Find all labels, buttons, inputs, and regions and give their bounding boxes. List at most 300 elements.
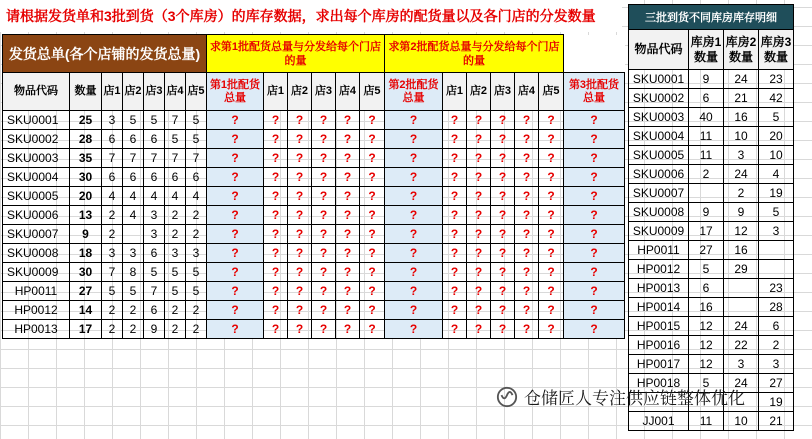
batch1-store-cell[interactable]: ?: [264, 282, 288, 301]
batch2-store-cell[interactable]: ?: [467, 111, 491, 130]
inv-item-code-cell[interactable]: HP0011: [629, 241, 689, 260]
store-qty-cell[interactable]: 7: [165, 111, 186, 130]
batch2-store-cell[interactable]: ?: [539, 111, 564, 130]
inv-warehouse-cell[interactable]: 21: [759, 412, 794, 431]
store-qty-cell[interactable]: 2: [186, 301, 207, 320]
inv-warehouse-cell[interactable]: 5: [759, 108, 794, 127]
batch2-store-cell[interactable]: ?: [515, 187, 539, 206]
inv-warehouse-cell[interactable]: 22: [724, 336, 759, 355]
batch3-total-cell[interactable]: ?: [564, 130, 625, 149]
batch1-store-cell[interactable]: ?: [312, 244, 336, 263]
batch1-store-cell[interactable]: ?: [264, 187, 288, 206]
inv-warehouse-cell[interactable]: 16: [724, 108, 759, 127]
inv-item-code-cell[interactable]: SKU0005: [629, 146, 689, 165]
inv-warehouse-cell[interactable]: 10: [759, 146, 794, 165]
store-qty-cell[interactable]: 5: [102, 282, 123, 301]
batch1-store-cell[interactable]: ?: [336, 187, 360, 206]
batch1-store-cell[interactable]: ?: [264, 168, 288, 187]
inv-warehouse-cell[interactable]: 20: [759, 127, 794, 146]
batch2-store-cell[interactable]: ?: [443, 225, 467, 244]
batch3-total-cell[interactable]: ?: [564, 168, 625, 187]
inv-warehouse-cell[interactable]: 3: [724, 355, 759, 374]
store-qty-cell[interactable]: 3: [102, 244, 123, 263]
batch1-store-cell[interactable]: ?: [312, 149, 336, 168]
inv-warehouse-cell[interactable]: 27: [759, 374, 794, 393]
store-qty-cell[interactable]: 7: [165, 149, 186, 168]
item-code-cell[interactable]: SKU0005: [3, 187, 70, 206]
batch1-store-cell[interactable]: ?: [264, 263, 288, 282]
batch1-store-cell[interactable]: ?: [288, 149, 312, 168]
batch2-store-cell[interactable]: ?: [443, 244, 467, 263]
inv-warehouse-cell[interactable]: 6: [689, 89, 724, 108]
batch2-store-cell[interactable]: ?: [467, 320, 491, 339]
store-qty-cell[interactable]: 5: [186, 282, 207, 301]
inv-warehouse-cell[interactable]: 11: [689, 146, 724, 165]
quantity-cell[interactable]: 25: [70, 111, 102, 130]
batch3-total-cell[interactable]: ?: [564, 282, 625, 301]
batch2-store-cell[interactable]: ?: [515, 130, 539, 149]
batch2-store-cell[interactable]: ?: [491, 301, 515, 320]
batch1-store-cell[interactable]: ?: [312, 282, 336, 301]
batch1-store-cell[interactable]: ?: [312, 206, 336, 225]
batch1-store-cell[interactable]: ?: [264, 225, 288, 244]
quantity-cell[interactable]: 20: [70, 187, 102, 206]
batch1-total-cell[interactable]: ?: [207, 168, 264, 187]
batch1-store-cell[interactable]: ?: [264, 244, 288, 263]
batch1-store-cell[interactable]: ?: [336, 301, 360, 320]
inv-warehouse-cell[interactable]: 9: [689, 203, 724, 222]
inv-warehouse-cell[interactable]: 5: [689, 260, 724, 279]
batch2-store-cell[interactable]: ?: [515, 282, 539, 301]
batch1-store-cell[interactable]: ?: [312, 168, 336, 187]
store-qty-cell[interactable]: 6: [102, 130, 123, 149]
inv-item-code-cell[interactable]: HP0013: [629, 279, 689, 298]
inv-warehouse-cell[interactable]: 2: [689, 165, 724, 184]
quantity-cell[interactable]: 28: [70, 130, 102, 149]
inv-warehouse-cell[interactable]: 29: [724, 260, 759, 279]
store-qty-cell[interactable]: 4: [186, 187, 207, 206]
store-qty-cell[interactable]: 6: [102, 168, 123, 187]
batch3-total-cell[interactable]: ?: [564, 149, 625, 168]
inv-item-code-cell[interactable]: SKU0006: [629, 165, 689, 184]
inv-warehouse-cell[interactable]: 3: [724, 146, 759, 165]
batch2-total-cell[interactable]: ?: [385, 320, 443, 339]
item-code-cell[interactable]: HP0012: [3, 301, 70, 320]
item-code-cell[interactable]: SKU0007: [3, 225, 70, 244]
inv-warehouse-cell[interactable]: 12: [689, 355, 724, 374]
batch1-total-cell[interactable]: ?: [207, 149, 264, 168]
inv-warehouse-cell[interactable]: [724, 279, 759, 298]
batch1-total-cell[interactable]: ?: [207, 206, 264, 225]
batch2-store-cell[interactable]: ?: [539, 282, 564, 301]
batch2-total-cell[interactable]: ?: [385, 111, 443, 130]
batch2-total-cell[interactable]: ?: [385, 244, 443, 263]
batch2-total-cell[interactable]: ?: [385, 225, 443, 244]
inv-warehouse-cell[interactable]: 24: [724, 70, 759, 89]
batch3-total-cell[interactable]: ?: [564, 111, 625, 130]
inv-warehouse-cell[interactable]: [759, 260, 794, 279]
batch1-total-cell[interactable]: ?: [207, 244, 264, 263]
store-qty-cell[interactable]: 8: [123, 263, 144, 282]
batch2-store-cell[interactable]: ?: [539, 187, 564, 206]
batch1-total-cell[interactable]: ?: [207, 225, 264, 244]
inv-warehouse-cell[interactable]: 12: [689, 336, 724, 355]
store-qty-cell[interactable]: 2: [165, 320, 186, 339]
batch1-store-cell[interactable]: ?: [288, 168, 312, 187]
store-qty-cell[interactable]: 2: [102, 206, 123, 225]
inv-warehouse-cell[interactable]: 10: [724, 412, 759, 431]
inv-warehouse-cell[interactable]: 12: [689, 317, 724, 336]
store-qty-cell[interactable]: 2: [186, 206, 207, 225]
batch1-store-cell[interactable]: ?: [264, 206, 288, 225]
batch2-store-cell[interactable]: ?: [515, 206, 539, 225]
batch1-store-cell[interactable]: ?: [360, 263, 385, 282]
batch2-store-cell[interactable]: ?: [443, 301, 467, 320]
batch3-total-cell[interactable]: ?: [564, 225, 625, 244]
batch1-store-cell[interactable]: ?: [288, 282, 312, 301]
batch1-store-cell[interactable]: ?: [264, 301, 288, 320]
inv-warehouse-cell[interactable]: 17: [689, 222, 724, 241]
inv-warehouse-cell[interactable]: 3: [759, 222, 794, 241]
inv-item-code-cell[interactable]: SKU0009: [629, 222, 689, 241]
batch1-store-cell[interactable]: ?: [312, 263, 336, 282]
item-code-cell[interactable]: HP0011: [3, 282, 70, 301]
inv-warehouse-cell[interactable]: [689, 184, 724, 203]
batch2-store-cell[interactable]: ?: [515, 111, 539, 130]
batch1-store-cell[interactable]: ?: [360, 187, 385, 206]
item-code-cell[interactable]: SKU0002: [3, 130, 70, 149]
batch1-store-cell[interactable]: ?: [312, 225, 336, 244]
batch1-store-cell[interactable]: ?: [288, 111, 312, 130]
quantity-cell[interactable]: 18: [70, 244, 102, 263]
batch1-store-cell[interactable]: ?: [336, 263, 360, 282]
batch1-store-cell[interactable]: ?: [288, 187, 312, 206]
batch2-store-cell[interactable]: ?: [515, 301, 539, 320]
batch1-store-cell[interactable]: ?: [312, 111, 336, 130]
store-qty-cell[interactable]: 3: [102, 111, 123, 130]
batch2-store-cell[interactable]: ?: [539, 130, 564, 149]
store-qty-cell[interactable]: 4: [165, 187, 186, 206]
batch2-total-cell[interactable]: ?: [385, 282, 443, 301]
batch1-store-cell[interactable]: ?: [288, 244, 312, 263]
batch2-store-cell[interactable]: ?: [491, 225, 515, 244]
batch2-store-cell[interactable]: ?: [539, 168, 564, 187]
batch2-store-cell[interactable]: ?: [539, 149, 564, 168]
batch1-store-cell[interactable]: ?: [312, 130, 336, 149]
inv-warehouse-cell[interactable]: 27: [689, 241, 724, 260]
batch2-store-cell[interactable]: ?: [467, 187, 491, 206]
store-qty-cell[interactable]: 2: [165, 206, 186, 225]
batch1-store-cell[interactable]: ?: [264, 130, 288, 149]
inv-warehouse-cell[interactable]: 11: [689, 127, 724, 146]
batch2-store-cell[interactable]: ?: [491, 168, 515, 187]
batch1-total-cell[interactable]: ?: [207, 301, 264, 320]
quantity-cell[interactable]: 30: [70, 263, 102, 282]
store-qty-cell[interactable]: 5: [144, 263, 165, 282]
inv-warehouse-cell[interactable]: 9: [689, 70, 724, 89]
batch1-total-cell[interactable]: ?: [207, 130, 264, 149]
item-code-cell[interactable]: SKU0006: [3, 206, 70, 225]
store-qty-cell[interactable]: 2: [186, 320, 207, 339]
inv-warehouse-cell[interactable]: 9: [724, 203, 759, 222]
inv-item-code-cell[interactable]: HP0016: [629, 336, 689, 355]
store-qty-cell[interactable]: [123, 225, 144, 244]
batch1-store-cell[interactable]: ?: [360, 244, 385, 263]
batch1-store-cell[interactable]: ?: [288, 263, 312, 282]
batch1-total-cell[interactable]: ?: [207, 282, 264, 301]
inv-warehouse-cell[interactable]: 6: [689, 279, 724, 298]
store-qty-cell[interactable]: 6: [186, 168, 207, 187]
batch1-store-cell[interactable]: ?: [336, 225, 360, 244]
batch2-store-cell[interactable]: ?: [443, 282, 467, 301]
store-qty-cell[interactable]: 3: [144, 225, 165, 244]
item-code-cell[interactable]: HP0013: [3, 320, 70, 339]
batch2-total-cell[interactable]: ?: [385, 206, 443, 225]
inv-warehouse-cell[interactable]: 4: [759, 165, 794, 184]
store-qty-cell[interactable]: 5: [165, 282, 186, 301]
batch2-store-cell[interactable]: ?: [539, 320, 564, 339]
batch2-store-cell[interactable]: ?: [443, 111, 467, 130]
batch2-store-cell[interactable]: ?: [539, 301, 564, 320]
inv-warehouse-cell[interactable]: 16: [724, 241, 759, 260]
quantity-cell[interactable]: 14: [70, 301, 102, 320]
batch2-store-cell[interactable]: ?: [515, 320, 539, 339]
store-qty-cell[interactable]: 6: [123, 168, 144, 187]
batch2-store-cell[interactable]: ?: [539, 225, 564, 244]
batch1-store-cell[interactable]: ?: [360, 149, 385, 168]
batch2-total-cell[interactable]: ?: [385, 301, 443, 320]
store-qty-cell[interactable]: 2: [102, 301, 123, 320]
batch2-store-cell[interactable]: ?: [443, 168, 467, 187]
inv-warehouse-cell[interactable]: 2: [724, 184, 759, 203]
batch1-store-cell[interactable]: ?: [360, 130, 385, 149]
inv-warehouse-cell[interactable]: 24: [724, 165, 759, 184]
quantity-cell[interactable]: 17: [70, 320, 102, 339]
item-code-cell[interactable]: SKU0003: [3, 149, 70, 168]
store-qty-cell[interactable]: 2: [123, 320, 144, 339]
batch2-store-cell[interactable]: ?: [539, 244, 564, 263]
batch2-store-cell[interactable]: ?: [467, 168, 491, 187]
batch2-store-cell[interactable]: ?: [443, 187, 467, 206]
batch1-store-cell[interactable]: ?: [288, 130, 312, 149]
item-code-cell[interactable]: SKU0004: [3, 168, 70, 187]
batch2-store-cell[interactable]: ?: [491, 187, 515, 206]
batch1-store-cell[interactable]: ?: [288, 225, 312, 244]
batch2-store-cell[interactable]: ?: [467, 263, 491, 282]
batch1-total-cell[interactable]: ?: [207, 263, 264, 282]
batch2-total-cell[interactable]: ?: [385, 168, 443, 187]
store-qty-cell[interactable]: 6: [123, 130, 144, 149]
inv-warehouse-cell[interactable]: 23: [759, 70, 794, 89]
batch2-store-cell[interactable]: ?: [491, 206, 515, 225]
batch2-store-cell[interactable]: ?: [467, 282, 491, 301]
store-qty-cell[interactable]: 2: [102, 320, 123, 339]
store-qty-cell[interactable]: 4: [102, 187, 123, 206]
batch2-total-cell[interactable]: ?: [385, 130, 443, 149]
batch1-store-cell[interactable]: ?: [312, 187, 336, 206]
store-qty-cell[interactable]: 3: [186, 244, 207, 263]
batch1-store-cell[interactable]: ?: [360, 282, 385, 301]
batch2-store-cell[interactable]: ?: [491, 130, 515, 149]
batch2-store-cell[interactable]: ?: [443, 149, 467, 168]
inv-warehouse-cell[interactable]: 28: [759, 298, 794, 317]
inv-warehouse-cell[interactable]: 11: [689, 412, 724, 431]
batch2-store-cell[interactable]: ?: [515, 244, 539, 263]
item-code-cell[interactable]: SKU0009: [3, 263, 70, 282]
item-code-cell[interactable]: SKU0001: [3, 111, 70, 130]
batch2-total-cell[interactable]: ?: [385, 187, 443, 206]
batch1-store-cell[interactable]: ?: [360, 111, 385, 130]
inv-warehouse-cell[interactable]: 23: [759, 279, 794, 298]
inv-warehouse-cell[interactable]: 3: [759, 355, 794, 374]
batch2-store-cell[interactable]: ?: [467, 206, 491, 225]
inv-warehouse-cell[interactable]: 40: [689, 108, 724, 127]
batch2-store-cell[interactable]: ?: [491, 111, 515, 130]
store-qty-cell[interactable]: 7: [186, 149, 207, 168]
store-qty-cell[interactable]: 5: [165, 263, 186, 282]
batch1-store-cell[interactable]: ?: [312, 301, 336, 320]
inv-warehouse-cell[interactable]: 24: [724, 374, 759, 393]
batch1-store-cell[interactable]: ?: [336, 244, 360, 263]
batch1-store-cell[interactable]: ?: [360, 320, 385, 339]
batch2-store-cell[interactable]: ?: [515, 168, 539, 187]
inv-warehouse-cell[interactable]: 5: [759, 203, 794, 222]
batch1-total-cell[interactable]: ?: [207, 187, 264, 206]
batch1-store-cell[interactable]: ?: [312, 320, 336, 339]
store-qty-cell[interactable]: 2: [102, 225, 123, 244]
batch2-store-cell[interactable]: ?: [467, 301, 491, 320]
inv-warehouse-cell[interactable]: 42: [759, 89, 794, 108]
batch1-store-cell[interactable]: ?: [336, 111, 360, 130]
store-qty-cell[interactable]: 2: [165, 225, 186, 244]
batch1-store-cell[interactable]: ?: [336, 320, 360, 339]
store-qty-cell[interactable]: 3: [144, 206, 165, 225]
store-qty-cell[interactable]: 6: [144, 168, 165, 187]
inv-warehouse-cell[interactable]: 16: [689, 298, 724, 317]
store-qty-cell[interactable]: 6: [165, 168, 186, 187]
batch2-store-cell[interactable]: ?: [443, 130, 467, 149]
store-qty-cell[interactable]: 5: [165, 130, 186, 149]
batch1-store-cell[interactable]: ?: [288, 206, 312, 225]
quantity-cell[interactable]: 13: [70, 206, 102, 225]
batch1-total-cell[interactable]: ?: [207, 111, 264, 130]
store-qty-cell[interactable]: 6: [144, 130, 165, 149]
batch3-total-cell[interactable]: ?: [564, 244, 625, 263]
batch1-store-cell[interactable]: ?: [336, 206, 360, 225]
batch2-store-cell[interactable]: ?: [467, 244, 491, 263]
batch2-store-cell[interactable]: ?: [515, 149, 539, 168]
inv-warehouse-cell[interactable]: 2: [759, 336, 794, 355]
batch1-store-cell[interactable]: ?: [360, 206, 385, 225]
batch2-store-cell[interactable]: ?: [491, 263, 515, 282]
inv-warehouse-cell[interactable]: [724, 298, 759, 317]
inv-item-code-cell[interactable]: HP0012: [629, 260, 689, 279]
store-qty-cell[interactable]: 2: [123, 301, 144, 320]
store-qty-cell[interactable]: 5: [123, 282, 144, 301]
batch3-total-cell[interactable]: ?: [564, 301, 625, 320]
inv-item-code-cell[interactable]: HP0014: [629, 298, 689, 317]
store-qty-cell[interactable]: 6: [144, 244, 165, 263]
store-qty-cell[interactable]: 5: [186, 263, 207, 282]
store-qty-cell[interactable]: 5: [144, 111, 165, 130]
batch2-store-cell[interactable]: ?: [467, 225, 491, 244]
store-qty-cell[interactable]: 5: [186, 130, 207, 149]
inv-warehouse-cell[interactable]: 12: [724, 222, 759, 241]
inv-warehouse-cell[interactable]: 24: [724, 317, 759, 336]
batch2-store-cell[interactable]: ?: [491, 282, 515, 301]
inv-item-code-cell[interactable]: HP0018: [629, 374, 689, 393]
store-qty-cell[interactable]: 4: [123, 206, 144, 225]
quantity-cell[interactable]: 9: [70, 225, 102, 244]
inv-warehouse-cell[interactable]: 19: [759, 184, 794, 203]
inv-warehouse-cell[interactable]: 5: [689, 374, 724, 393]
quantity-cell[interactable]: 27: [70, 282, 102, 301]
batch1-store-cell[interactable]: ?: [264, 149, 288, 168]
inv-item-code-cell[interactable]: HP0017: [629, 355, 689, 374]
store-qty-cell[interactable]: 7: [144, 149, 165, 168]
inv-warehouse-cell[interactable]: 6: [759, 317, 794, 336]
batch1-total-cell[interactable]: ?: [207, 320, 264, 339]
batch2-store-cell[interactable]: ?: [515, 225, 539, 244]
store-qty-cell[interactable]: 2: [186, 225, 207, 244]
batch2-store-cell[interactable]: ?: [467, 149, 491, 168]
inv-item-code-cell[interactable]: SKU0008: [629, 203, 689, 222]
batch3-total-cell[interactable]: ?: [564, 206, 625, 225]
inv-warehouse-cell[interactable]: 10: [724, 127, 759, 146]
batch1-store-cell[interactable]: ?: [336, 168, 360, 187]
batch1-store-cell[interactable]: ?: [264, 320, 288, 339]
batch2-store-cell[interactable]: ?: [491, 244, 515, 263]
batch2-store-cell[interactable]: ?: [491, 149, 515, 168]
batch2-store-cell[interactable]: ?: [515, 263, 539, 282]
batch2-store-cell[interactable]: ?: [443, 206, 467, 225]
inv-item-code-cell[interactable]: HP0015: [629, 317, 689, 336]
store-qty-cell[interactable]: 4: [123, 187, 144, 206]
batch2-store-cell[interactable]: ?: [467, 130, 491, 149]
batch3-total-cell[interactable]: ?: [564, 187, 625, 206]
batch1-store-cell[interactable]: ?: [288, 301, 312, 320]
batch2-store-cell[interactable]: ?: [443, 263, 467, 282]
inv-item-code-cell[interactable]: SKU0003: [629, 108, 689, 127]
quantity-cell[interactable]: 35: [70, 149, 102, 168]
batch1-store-cell[interactable]: ?: [360, 168, 385, 187]
store-qty-cell[interactable]: 9: [144, 320, 165, 339]
store-qty-cell[interactable]: 3: [165, 244, 186, 263]
batch2-store-cell[interactable]: ?: [491, 320, 515, 339]
batch1-store-cell[interactable]: ?: [288, 320, 312, 339]
store-qty-cell[interactable]: 2: [165, 301, 186, 320]
inv-item-code-cell[interactable]: SKU0001: [629, 70, 689, 89]
inv-item-code-cell[interactable]: SKU0007: [629, 184, 689, 203]
batch1-store-cell[interactable]: ?: [264, 111, 288, 130]
batch2-total-cell[interactable]: ?: [385, 149, 443, 168]
store-qty-cell[interactable]: 6: [144, 301, 165, 320]
store-qty-cell[interactable]: 5: [123, 111, 144, 130]
batch1-store-cell[interactable]: ?: [360, 301, 385, 320]
inv-warehouse-cell[interactable]: [759, 241, 794, 260]
batch2-total-cell[interactable]: ?: [385, 263, 443, 282]
inv-item-code-cell[interactable]: SKU0004: [629, 127, 689, 146]
store-qty-cell[interactable]: 4: [144, 187, 165, 206]
batch3-total-cell[interactable]: ?: [564, 263, 625, 282]
store-qty-cell[interactable]: 7: [123, 149, 144, 168]
store-qty-cell[interactable]: 5: [186, 111, 207, 130]
batch2-store-cell[interactable]: ?: [443, 320, 467, 339]
store-qty-cell[interactable]: 7: [144, 282, 165, 301]
batch1-store-cell[interactable]: ?: [336, 149, 360, 168]
inv-item-code-cell[interactable]: SKU0002: [629, 89, 689, 108]
quantity-cell[interactable]: 30: [70, 168, 102, 187]
